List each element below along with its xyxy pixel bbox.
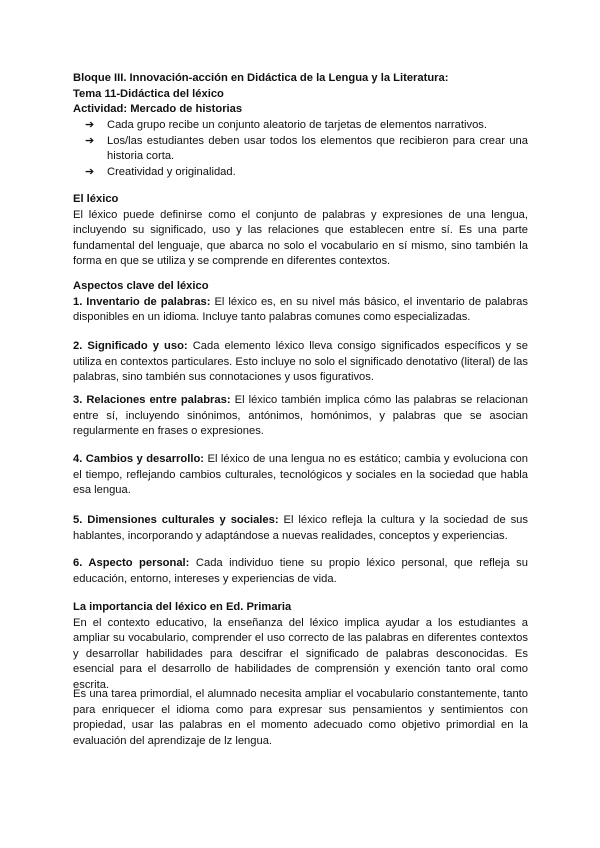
aspect-item — [73, 556, 528, 587]
aspect-label: 1. Inventario de palabras: — [73, 295, 211, 308]
aspect-text: Cada individuo tiene su propio léxico personal, que refleja su educación, entorno, intereses y experiencias de vida. — [73, 557, 528, 585]
section-heading: Aspectos clave del léxico — [73, 280, 209, 292]
arrow-bullet-icon: ➔ — [85, 165, 95, 178]
aspect-5-block — [73, 513, 528, 544]
aspect-6-block — [73, 556, 528, 587]
aspect-text: El léxico refleja la cultura y la sociedad de sus hablantes, incorporando y adaptándose a nuevas realidades, conceptos y experiencias. — [73, 514, 529, 542]
tema-title: Tema 11-Didáctica del léxico — [73, 87, 224, 100]
paragraph: El léxico puede definirse como el conjunto de palabras y expresiones de una lengua, incluyendo su significado, uso y las relaciones que establecen entre sí. Es una parte fundamental del lenguaje, que abarca no solo el vocabulario en sí mismo, sino también la forma en que se utiliza y se comprende en diferentes contextos. — [73, 208, 528, 268]
aspect-2-block — [73, 339, 528, 386]
arrow-bullet-icon: ➔ — [85, 119, 95, 131]
importancia-section — [73, 600, 528, 694]
aspect-item — [73, 513, 528, 544]
aspect-text: El léxico de una lengua no es estático; cambia y evoluciona con el tiempo, reflejando cambios culturales, tecnológicos y sociales en la sociedad que habla esa lengua. — [73, 453, 528, 497]
list-item: ➔ Cada grupo recibe un conjunto aleatorio de tarjetas de elementos narrativos. — [73, 118, 528, 134]
paragraph: En el contexto educativo, la enseñanza del léxico implica ayudar a los estudiantes a ampliar su vocabulario, comprender el uso correcto de las palabras en diferentes contextos y desarrollar habilidades para descifrar el significado de palabras desconocidas. Es esencial para el desarrollo de habilidades de comprensión y exención tanto oral como escrita. — [73, 616, 528, 691]
aspect-text: El léxico es, en su nivel más básico, el inventario de palabras disponibles en un idioma. Incluye tanto palabras comunes como especializadas. — [73, 295, 528, 324]
importancia-para2-block — [73, 687, 528, 749]
list-item: ➔ Los/las estudiantes deben usar todos los elementos que recibieron para crear una historia corta. — [85, 134, 528, 163]
aspect-3-block — [73, 393, 528, 440]
activity-list — [73, 118, 528, 180]
aspect-label: 6. Aspecto personal: — [73, 557, 190, 569]
actividad-name: Mercado de historias — [127, 103, 243, 116]
aspect-label: 5. Dimensiones culturales y sociales: — [73, 514, 279, 526]
actividad-label: Actividad: — [73, 103, 128, 116]
aspect-text: El léxico también implica cómo las palabras se relacionan entre sí, incluyendo sinónimos, antónimos, homónimos, y palabras que se asocian regularmente en frases o expresiones. — [73, 394, 529, 438]
section-heading: La importancia del léxico en Ed. Primaria — [73, 601, 292, 613]
activity-list-container — [73, 118, 528, 180]
document-header — [73, 71, 528, 118]
list-item: ➔ Creatividad y originalidad. — [73, 165, 528, 181]
aspect-item — [73, 393, 528, 440]
aspectos-section — [73, 279, 528, 326]
aspect-item — [73, 452, 528, 499]
aspect-label: 2. Significado y uso: — [73, 340, 188, 352]
aspect-item — [73, 295, 528, 326]
actividad-title — [73, 102, 528, 118]
aspect-text: Cada elemento léxico lleva consigo significados específicos y se utiliza en contextos particulares. Esto incluye no solo el significado denotativo (literal) de las palabras, sino también sus connotaciones y usos figurativos. — [73, 340, 528, 384]
aspect-label: 4. Cambios y desarrollo: — [73, 453, 205, 465]
lexico-section — [73, 192, 528, 270]
section-heading: El léxico — [73, 193, 119, 205]
paragraph: Es una tarea primordial, el alumnado necesita ampliar el vocabulario constantemente, tanto para enriquecer el idioma como para expresar sus pensamientos y sentimientos con propiedad, usar las palabras en el momento adecuado como objetivo primordial en la evaluación del aprendizaje de lz lengua. — [73, 688, 528, 747]
aspect-item — [73, 339, 528, 386]
arrow-bullet-icon: ➔ — [85, 134, 95, 147]
aspect-label: 3. Relaciones entre palabras: — [73, 394, 231, 406]
aspect-4-block — [73, 452, 528, 499]
bloque-title: Bloque III. Innovación-acción en Didáctica de la Lengua y la Literatura: — [73, 72, 449, 84]
